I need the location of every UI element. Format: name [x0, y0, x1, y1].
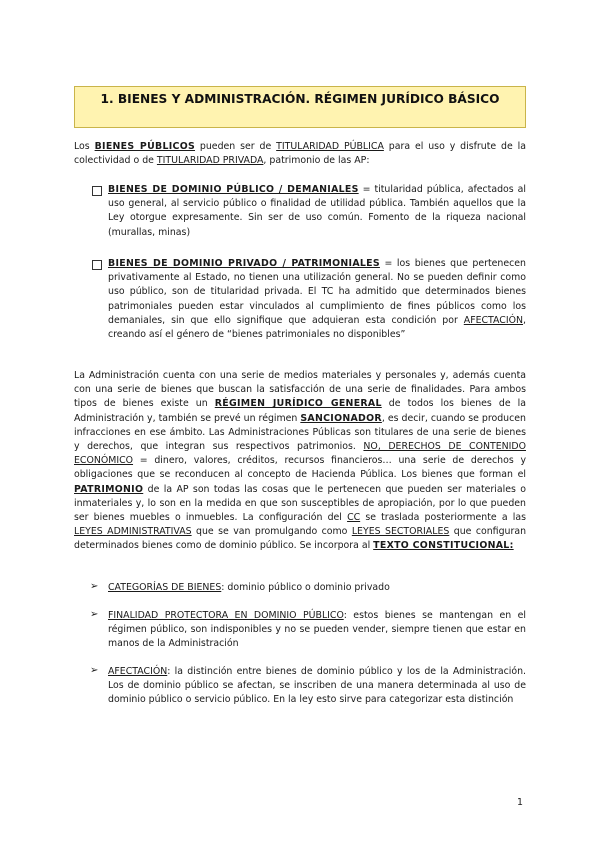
- bullet-1-text: = titularidad pública, afectados al uso general, al servicio público o finalidad de utilidad pública. También aquellos que la Ley otorgue expresamente. Sin ser de uso común. Fomento de la riqueza nacional (murallas, minas): [108, 184, 526, 238]
- term-cc: CC: [347, 512, 361, 524]
- main-text-6: se traslada posteriormente a las: [360, 512, 526, 524]
- term-patrimonio: PATRIMONIO: [74, 483, 144, 495]
- checkbox-bullet-1: [92, 186, 102, 196]
- intro-paragraph: [74, 140, 526, 168]
- term-afectacion-inline: AFECTACIÓN: [463, 314, 524, 326]
- term-titularidad-publica: TITULARIDAD PÚBLICA: [276, 141, 384, 152]
- arrow-item-1-text: : dominio público o dominio privado: [221, 582, 390, 593]
- intro-text-3: para el uso y disfrute de la colectividad o de: [74, 141, 527, 167]
- main-text-8: que configuran determinados bienes como de dominio público. Se incorpora al: [74, 526, 527, 552]
- arrow-item-afectacion: [108, 665, 526, 708]
- arrow-bullet-icon: ➢: [90, 609, 99, 620]
- checkbox-bullet-2: [92, 260, 102, 270]
- arrow-item-2-text: : estos bienes se mantengan en el régimen público, son indisponibles y no se pueden vender, siempre tienen que estar en manos de la Administración: [108, 610, 526, 650]
- intro-text-2: pueden ser de: [195, 141, 277, 152]
- arrow-item-3-text: : la distinción entre bienes de dominio público y los de la Administración. Los de dominio público se afectan, se inscriben de una manera determinada al uso de dominio público o servicio público. En la ley esto sirve para categorizar esta distinción: [108, 666, 526, 706]
- term-sancionador: SANCIONADOR: [300, 412, 382, 424]
- main-text-1: La Administración cuenta con una serie de medios materiales y personales y, además cuenta con una serie de bienes que buscan la satisfacción de una serie de finalidades. Para ambos tipos de bienes existe un: [74, 370, 526, 410]
- main-text-7: que se van promulgando como: [191, 526, 352, 538]
- term-afectacion: AFECTACIÓN: [108, 666, 168, 677]
- term-dominio-privado: BIENES DE DOMINIO PRIVADO / PATRIMONIALES: [108, 258, 380, 269]
- term-bienes-publicos: BIENES PÚBLICOS: [94, 141, 196, 152]
- arrow-item-finalidad: [108, 609, 526, 652]
- bullet-dominio-privado: [108, 257, 526, 342]
- term-contenido-economico: NO, DERECHOS DE CONTENIDO ECONÓMICO: [74, 441, 526, 467]
- term-finalidad-protectora: FINALIDAD PROTECTORA EN DOMINIO PÚBLICO: [108, 610, 344, 621]
- bullet-dominio-publico: [108, 183, 526, 240]
- arrow-item-categorias: [108, 581, 526, 595]
- term-regimen-juridico: RÉGIMEN JURÍDICO GENERAL: [214, 398, 382, 410]
- term-leyes-administrativas: LEYES ADMINISTRATIVAS: [74, 526, 192, 538]
- term-categorias: CATEGORÍAS DE BIENES: [108, 582, 222, 593]
- main-text-5: de la AP son todas las cosas que le pertenecen que pueden ser materiales o inmateriales y, lo son en la medida en que son susceptibles de apropiación, por lo que pueden ser bienes muebles o inmuebles. La configuración del: [74, 483, 526, 524]
- arrow-bullet-icon: ➢: [90, 581, 99, 592]
- bullet-2-text-2: , creando así el género de “bienes patrimoniales no disponibles”: [108, 314, 526, 341]
- arrow-bullet-icon: ➢: [90, 665, 99, 676]
- main-text-2: de todos los bienes de la Administración y, también se prevé un régimen: [74, 398, 527, 424]
- section-title: 1. BIENES Y ADMINISTRACIÓN. RÉGIMEN JURÍDICO BÁSICO: [74, 86, 526, 128]
- term-dominio-publico: BIENES DE DOMINIO PÚBLICO / DEMANIALES: [108, 184, 359, 195]
- term-titularidad-privada: TITULARIDAD PRIVADA: [156, 155, 264, 167]
- page-number: 1: [517, 797, 523, 808]
- main-text-4: = dinero, valores, créditos, recursos financieros… una serie de derechos y obligaciones que se reconducen al concepto de Hacienda Pública. Los bienes que forman el: [74, 455, 526, 481]
- term-leyes-sectoriales: LEYES SECTORIALES: [351, 526, 450, 538]
- intro-text-1: Los: [74, 141, 95, 152]
- main-text-3: , es decir, cuando se producen infracciones en ese ámbito. Las Administraciones Públicas son titulares de una serie de bienes y derechos, que integran sus respectivos patrimonios.: [74, 412, 526, 453]
- bullet-2-text-1: = los bienes que pertenecen privativamente al Estado, no tienen una utilización general. No se pueden definir como uso público, son de titularidad privada. El TC ha admitido que determinados bienes patrimoniales pueden estar vinculados al cumplimiento de fines públicos como los demaniales, sin que ello signifique que adquieran esta condición por: [108, 258, 526, 326]
- intro-text-4: , patrimonio de las AP:: [263, 155, 370, 167]
- main-paragraph: [74, 369, 526, 554]
- term-texto-constitucional: TEXTO CONSTITUCIONAL:: [373, 540, 514, 552]
